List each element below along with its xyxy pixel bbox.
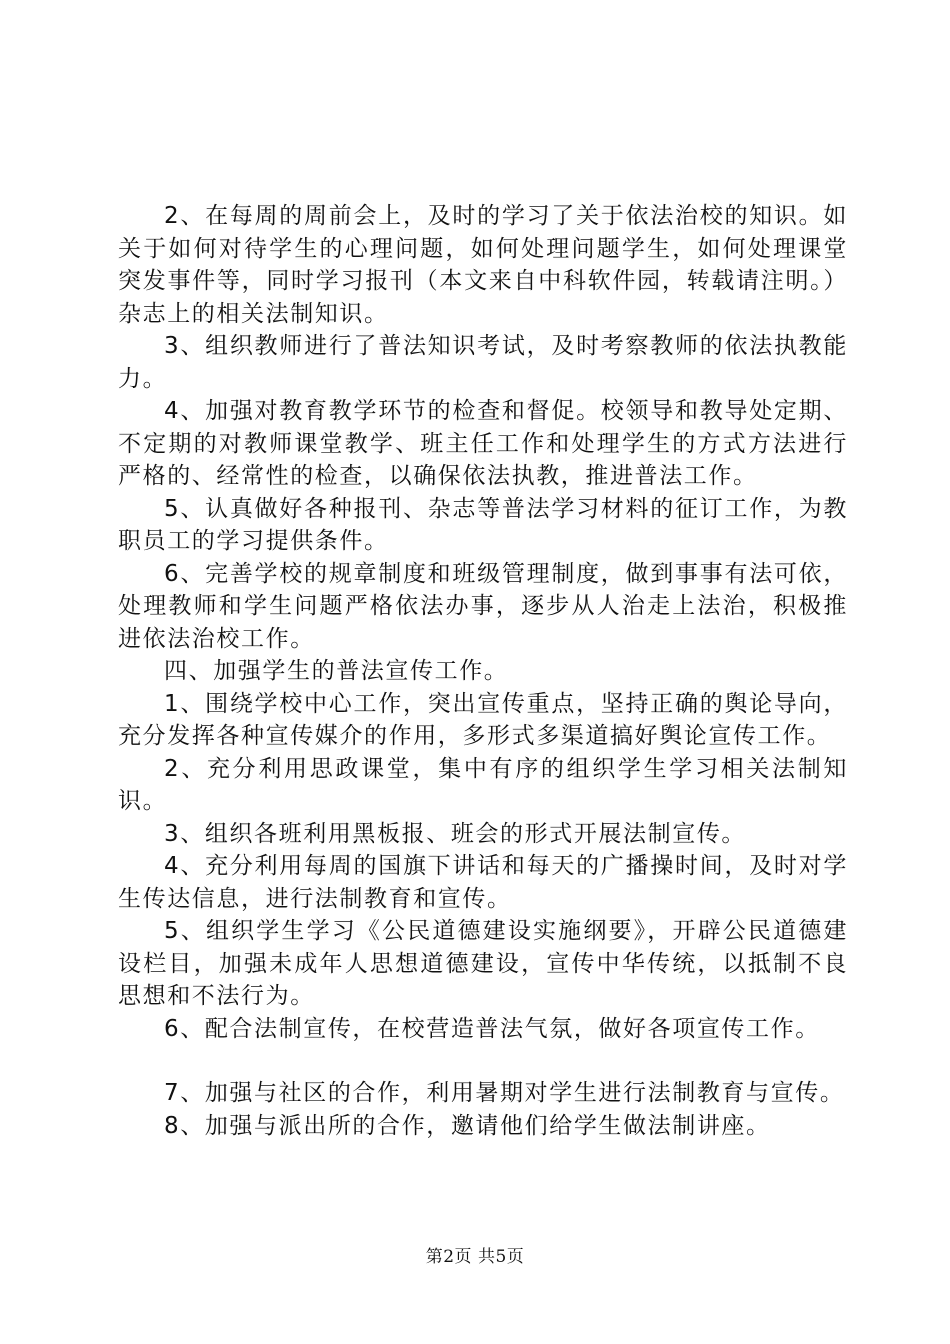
- document-body: [118, 200, 848, 1142]
- paragraph-item-5: 5、认真做好各种报刊、杂志等普法学习材料的征订工作，为教职员工的学习提供条件。: [118, 495, 848, 554]
- student-item-2: 2、充分利用思政课堂，集中有序的组织学生学习相关法制知识。: [118, 755, 848, 814]
- paragraph-item-2: 2、在每周的周前会上，及时的学习了关于依法治校的知识。如关于如何对待学生的心理问题，如何处理问题学生，如何处理课堂突发事件等，同时学习报刊（本文来自中科软件园，转载请注明。）杂志上的相关法制知识。: [118, 203, 848, 327]
- student-item-4: 4、充分利用每周的国旗下讲话和每天的广播操时间，及时对学生传达信息，进行法制教育和宣传。: [118, 853, 848, 912]
- page-number-footer: 第2页 共5页: [425, 1247, 525, 1267]
- student-item-7: 7、加强与社区的合作，利用暑期对学生进行法制教育与宣传。: [164, 1080, 845, 1106]
- section-heading-four: 四、加强学生的普法宣传工作。: [164, 658, 509, 684]
- paragraph-item-3: 3、组织教师进行了普法知识考试，及时考察教师的依法执教能力。: [118, 333, 848, 392]
- student-item-1: 1、围绕学校中心工作，突出宣传重点，坚持正确的舆论导向，充分发挥各种宣传媒介的作用，多形式多渠道搞好舆论宣传工作。: [118, 690, 848, 749]
- student-item-8: 8、加强与派出所的合作，邀请他们给学生做法制讲座。: [164, 1112, 771, 1139]
- student-item-5: 5、组织学生学习《公民道德建设实施纲要》，开辟公民道德建设栏目，加强未成年人思想道德建设，宣传中华传统，以抵制不良思想和不法行为。: [118, 918, 848, 1009]
- paragraph-item-6: 6、完善学校的规章制度和班级管理制度，做到事事有法可依，处理教师和学生问题严格依法办事，逐步从人治走上法治，积极推进依法治校工作。: [118, 560, 848, 652]
- student-item-6: 6、配合法制宣传，在校营造普法气氛，做好各项宣传工作。: [164, 1015, 820, 1042]
- paragraph-item-4: 4、加强对教育教学环节的检查和督促。校领导和教导处定期、不定期的对教师课堂教学、班主任工作和处理学生的方式方法进行严格的、经常性的检查，以确保依法执教，推进普法工作。: [118, 398, 848, 489]
- student-item-3: 3、组织各班利用黑板报、班会的形式开展法制宣传。: [164, 820, 747, 847]
